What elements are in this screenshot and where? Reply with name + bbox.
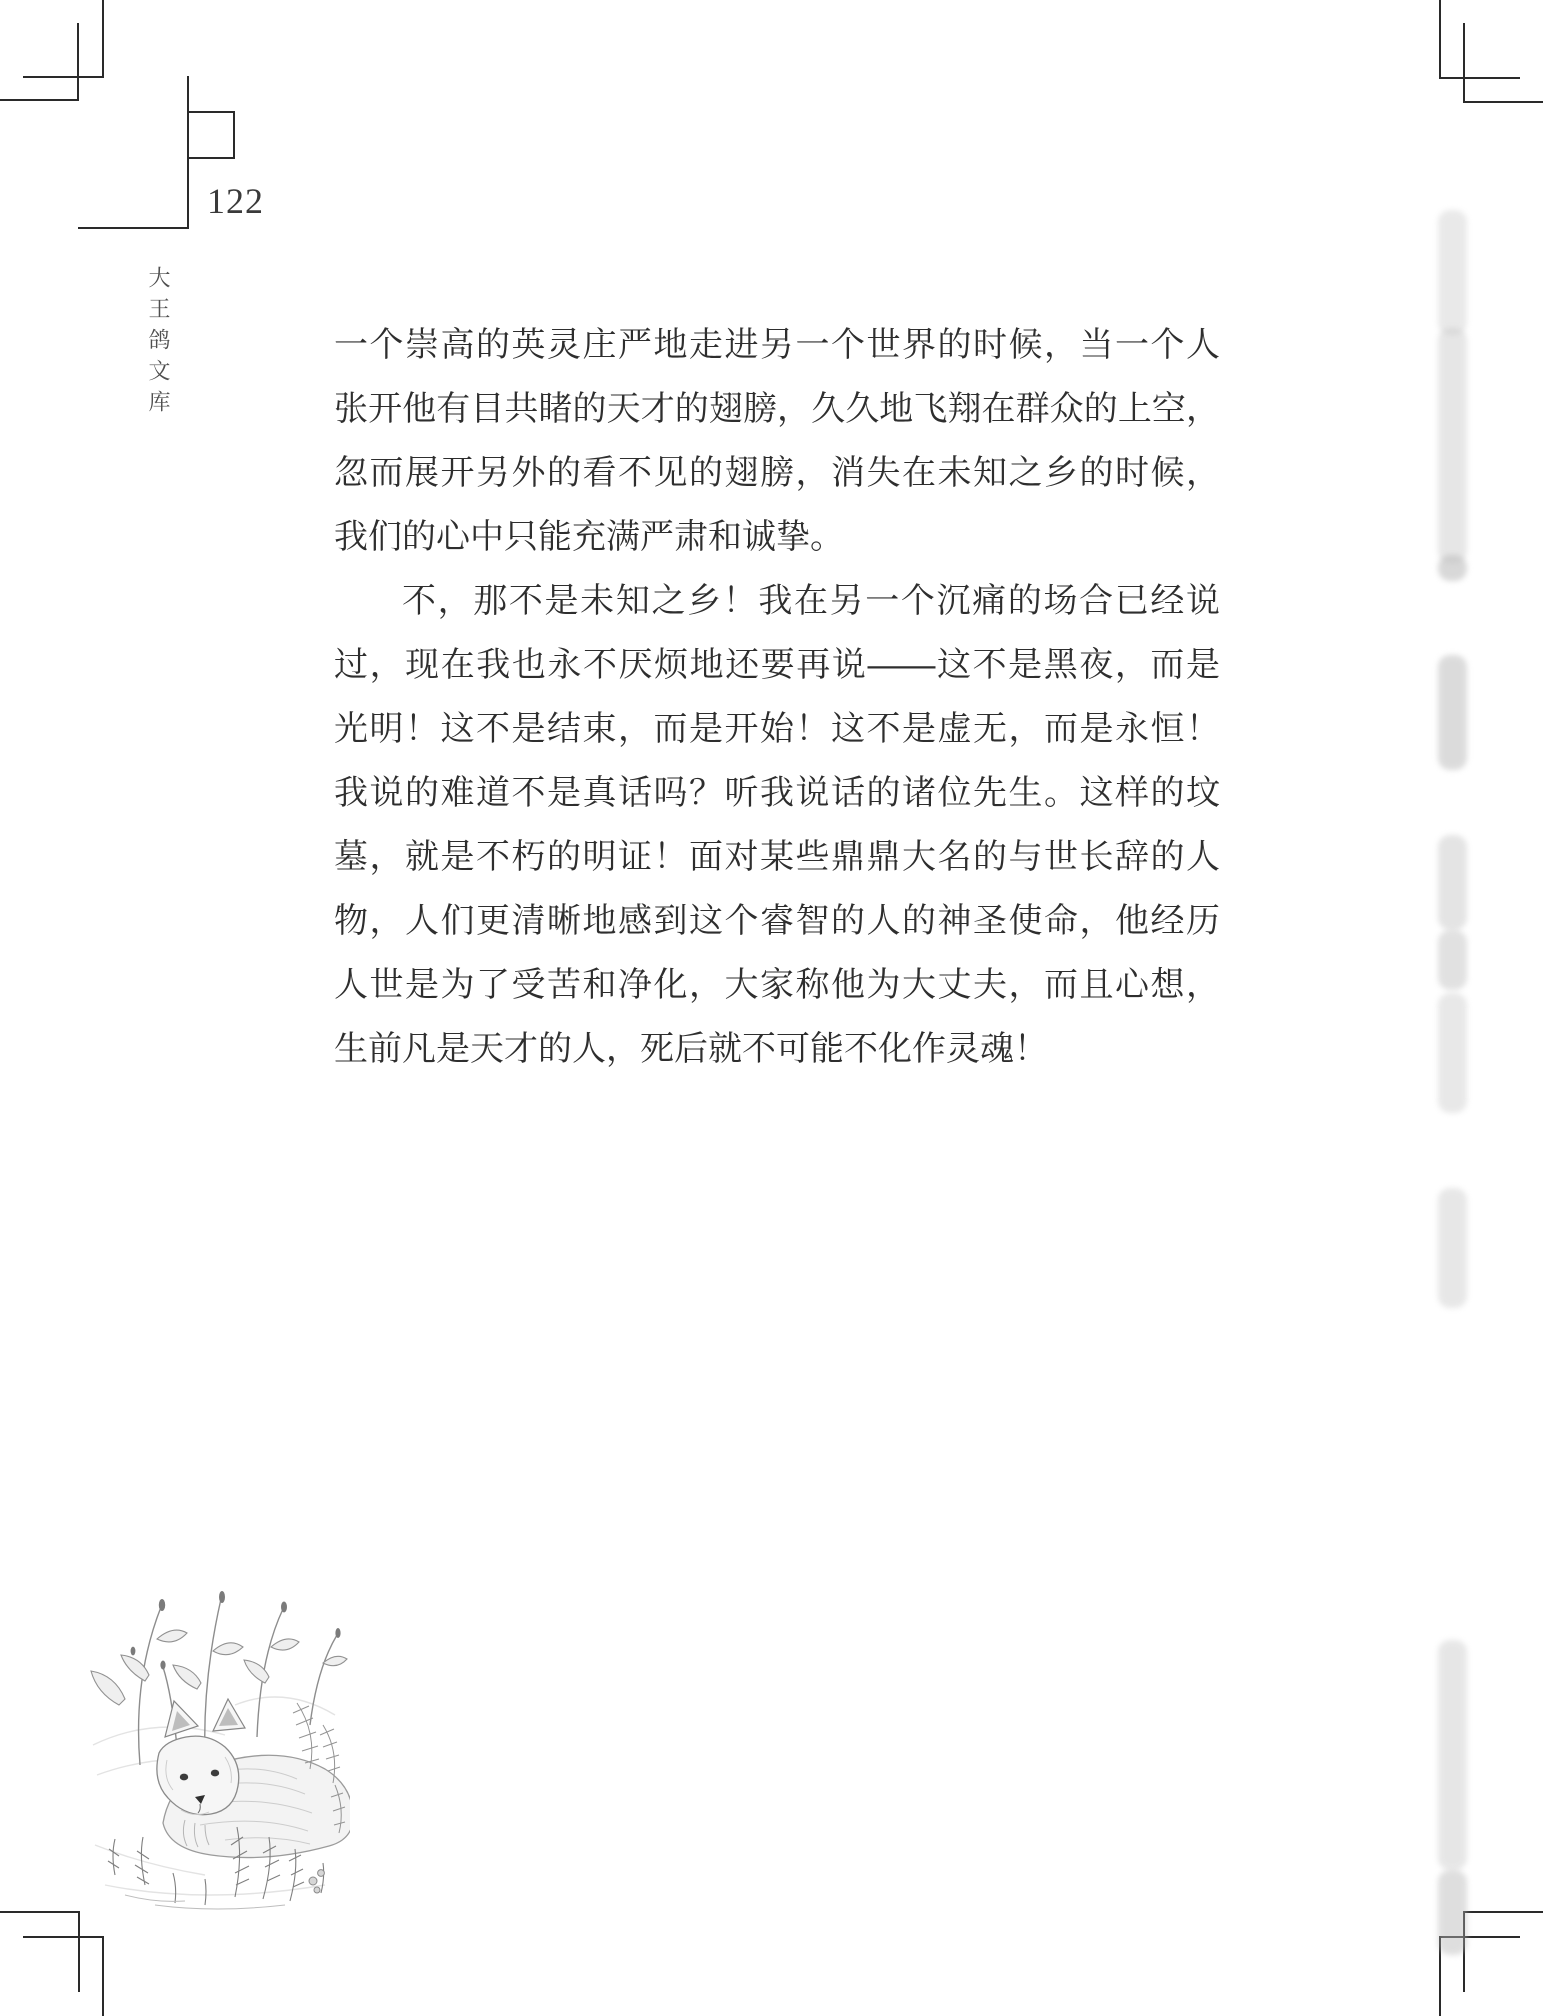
ghost-blob <box>1438 1188 1467 1308</box>
body-text <box>334 313 1220 1081</box>
ghost-blob <box>1438 930 1467 990</box>
body-text-line: 张开他有目共睹的天才的翅膀，久久地飞翔在群众的上空， <box>334 390 1220 428</box>
crop-mark-top-left-outer-h <box>23 76 104 78</box>
ghost-blob <box>1438 328 1467 563</box>
fox-illustration <box>85 1585 350 1915</box>
crop-mark-bottom-left-outer-h <box>0 1911 80 1913</box>
body-text-line: 我说的难道不是真话吗？听我说话的诸位先生。这样的坟 <box>334 774 1220 812</box>
body-text-line: 物，人们更清晰地感到这个睿智的人的神圣使命，他经历 <box>334 902 1220 940</box>
crop-mark-top-left-inner-h <box>0 99 79 101</box>
body-text-line: 人世是为了受苦和净化，大家称他为大丈夫，而且心想， <box>334 966 1220 1004</box>
folio-ornament-horizontal-rule <box>78 227 189 229</box>
page-number: 122 <box>207 181 264 221</box>
body-text-line: 我们的心中只能充满严肃和诚挚。 <box>334 518 844 556</box>
body-text-line: 不，那不是未知之乡！我在另一个沉痛的场合已经说 <box>402 582 1220 620</box>
crop-mark-top-right-outer-h <box>1439 77 1520 79</box>
ghost-blob <box>1438 1870 1467 1955</box>
ghost-print-strip <box>1438 150 1467 1955</box>
body-text-line: 生前凡是天才的人，死后就不可能不化作灵魂！ <box>334 1030 1048 1068</box>
body-text-line: 忽而展开另外的看不见的翅膀，消失在未知之乡的时候， <box>334 454 1220 492</box>
body-text-line: 一个崇高的英灵庄严地走进另一个世界的时候，当一个人 <box>334 326 1220 364</box>
crop-mark-top-right-inner-v <box>1463 23 1465 103</box>
crop-mark-bottom-left-inner-h <box>23 1936 104 1938</box>
crop-mark-top-left-outer-v <box>102 0 104 78</box>
crop-mark-top-left-inner-v <box>77 23 79 101</box>
series-label: 大王鸽文库 <box>146 266 171 421</box>
body-text-line: 光明！这不是结束，而是开始！这不是虚无，而是永恒！ <box>334 710 1220 748</box>
ghost-blob <box>1438 835 1467 930</box>
ghost-blob <box>1438 210 1467 335</box>
ghost-blob <box>1438 555 1467 581</box>
ghost-blob <box>1438 655 1467 770</box>
crop-mark-top-right-inner-h <box>1463 101 1543 103</box>
crop-mark-bottom-right-outer-h <box>1463 1911 1543 1913</box>
crop-mark-bottom-left-outer-v <box>78 1911 80 1992</box>
body-text-line: 过，现在我也永不厌烦地还要再说——这不是黑夜，而是 <box>334 646 1220 684</box>
body-text-line: 墓，就是不朽的明证！面对某些鼎鼎大名的与世长辞的人 <box>334 838 1220 876</box>
crop-mark-bottom-left-inner-v <box>102 1936 104 2016</box>
ghost-blob <box>1438 1640 1467 1870</box>
ghost-blob <box>1438 993 1467 1113</box>
crop-mark-top-right-outer-v <box>1439 0 1441 78</box>
folio-ornament-square <box>187 111 235 159</box>
